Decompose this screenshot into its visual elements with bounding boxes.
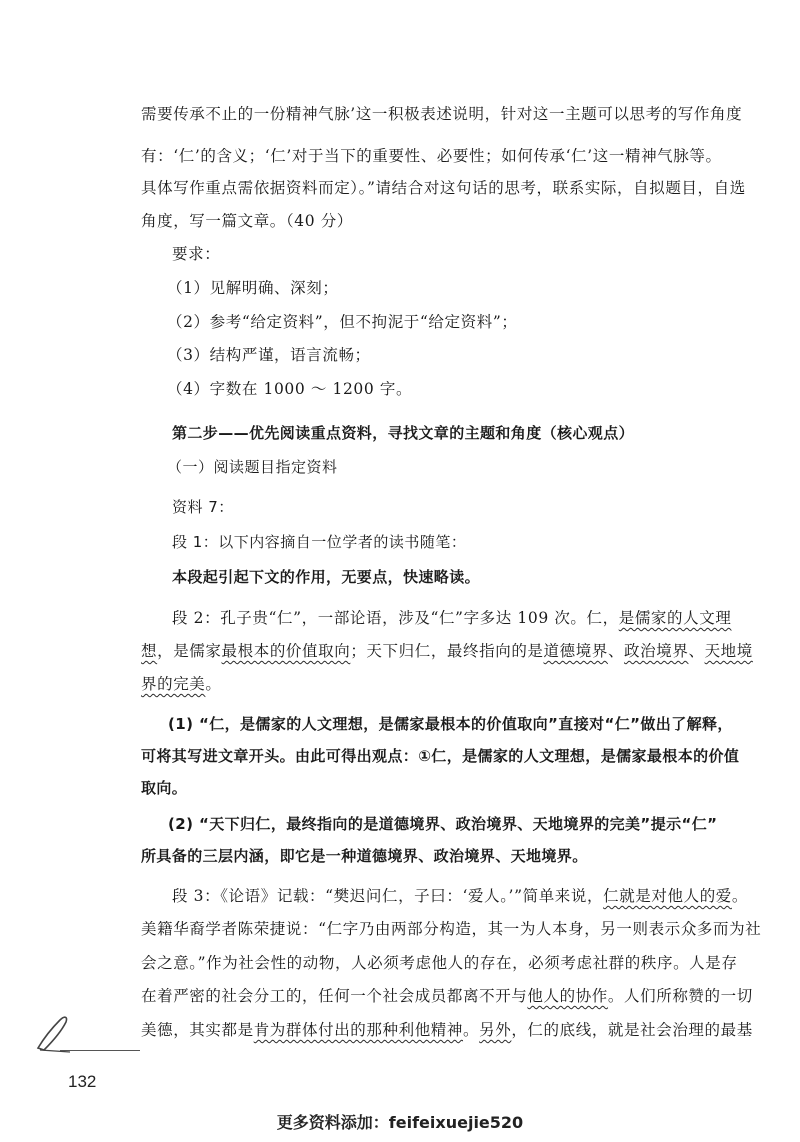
underlined-phrase: 界的完美 bbox=[141, 675, 206, 693]
text-line: 需要传承不止的一份精神气脉’这一积极表述说明，针对这一主题可以思考的写作角度 bbox=[141, 105, 743, 123]
paragraph-2-line bbox=[141, 674, 741, 694]
text-span: 段 2：孔子贵“仁”，一部论语，涉及“仁”字多达 109 次。仁， bbox=[172, 609, 619, 627]
paragraph-2-line bbox=[172, 608, 772, 628]
text-span: 。 bbox=[731, 887, 749, 905]
analysis-1-line: (1) “仁，是儒家的人文理想，是儒家最根本的价值取向”直接对“仁”做出了解释， bbox=[168, 715, 733, 733]
text-line: 具体写作重点需依据资料而定）。”请结合对这句话的思考，联系实际，自拟题目，自选 bbox=[141, 179, 746, 197]
text-span: 。人们所称赞的一切 bbox=[607, 987, 753, 1005]
underlined-phrase: 是儒家的人文理 bbox=[618, 609, 732, 627]
requirements-heading: 要求： bbox=[172, 245, 221, 263]
paragraph-2-line bbox=[141, 641, 753, 661]
text-line: 有：‘仁’的含义；‘仁’对于当下的重要性、必要性；如何传承‘仁’这一精神气脉等。 bbox=[141, 147, 722, 165]
underlined-phrase: 道德境界 bbox=[543, 642, 608, 660]
footer-rule bbox=[60, 1050, 140, 1051]
footer-note: 更多资料添加：feifeixuejie520 bbox=[276, 1113, 524, 1132]
paragraph-3-line bbox=[141, 986, 753, 1006]
section-heading: （一）阅读题目指定资料 bbox=[167, 458, 338, 476]
paragraph-3-line: 会之意。”作为社会性的动物，人必须考虑他人的存在，必须考虑社群的秩序。人是存 bbox=[141, 954, 738, 972]
text-span: 在着严密的社会分工的，任何一个社会成员都离不开与 bbox=[141, 987, 528, 1005]
analysis-2-line: (2) “天下归仁，最终指向的是道德境界、政治境界、天地境界的完美”提示“仁” bbox=[168, 815, 718, 833]
underlined-phrase: 天地境 bbox=[704, 642, 753, 660]
requirement-item: （2）参考“给定资料”，但不拘泥于“给定资料”； bbox=[167, 313, 518, 331]
text-span: 段 3：《论语》记载：“樊迟问仁，子曰：‘爱人。’”简单来说， bbox=[172, 887, 604, 905]
paragraph-3-line: 美籍华裔学者陈荣捷说：“仁字乃由两部分构造，其一为人本身，另一则表示众多而为社 bbox=[141, 920, 762, 938]
analysis-2-line: 所具备的三层内涵，即它是一种道德境界、政治境界、天地境界。 bbox=[141, 847, 588, 865]
paragraph-3-line bbox=[141, 1020, 753, 1040]
requirement-item: （3）结构严谨，语言流畅； bbox=[167, 346, 371, 364]
paragraph-1-note: 本段起引起下文的作用，无要点，快速略读。 bbox=[172, 568, 481, 586]
text-span: ，是儒家 bbox=[157, 642, 222, 660]
underlined-phrase: 最根本的价值取向 bbox=[221, 642, 351, 660]
underlined-phrase: 仁就是对他人的爱 bbox=[603, 887, 732, 905]
pen-icon bbox=[30, 1010, 90, 1055]
requirement-item: （1）见解明确、深刻； bbox=[167, 279, 339, 297]
analysis-1-line: 取向。 bbox=[141, 779, 188, 797]
text-span: 。 bbox=[205, 675, 222, 693]
underlined-phrase: 政治境界 bbox=[624, 642, 689, 660]
text-span: 。 bbox=[463, 1021, 480, 1039]
paragraph-3-line bbox=[172, 886, 772, 906]
underlined-phrase: 想 bbox=[141, 642, 158, 660]
step-heading: 第二步——优先阅读重点资料，寻找文章的主题和角度（核心观点） bbox=[172, 424, 635, 442]
text-span: ；天下归仁，最终指向的是 bbox=[350, 642, 544, 660]
analysis-1-line: 可将其写进文章开头。由此可得出观点：①仁，是儒家的人文理想，是儒家最根本的价值 bbox=[141, 747, 740, 765]
text-span: 、 bbox=[607, 642, 625, 660]
text-span: ，仁的底线，就是社会治理的最基 bbox=[511, 1021, 753, 1039]
text-span: 、 bbox=[688, 642, 705, 660]
page-number: 132 bbox=[68, 1072, 97, 1091]
underlined-phrase: 肯为群体付出的那种利他精神 bbox=[253, 1021, 464, 1039]
requirement-item: （4）字数在 1000 ～ 1200 字。 bbox=[167, 380, 413, 398]
text-span: 美德，其实都是 bbox=[141, 1021, 254, 1039]
text-line: 角度，写一篇文章。（40 分） bbox=[141, 212, 353, 230]
underlined-phrase: 另外 bbox=[479, 1021, 512, 1039]
paragraph-1: 段 1：以下内容摘自一位学者的读书随笔： bbox=[172, 533, 467, 551]
material-label: 资料 7： bbox=[172, 498, 234, 516]
underlined-phrase: 他人的协作 bbox=[527, 987, 608, 1005]
